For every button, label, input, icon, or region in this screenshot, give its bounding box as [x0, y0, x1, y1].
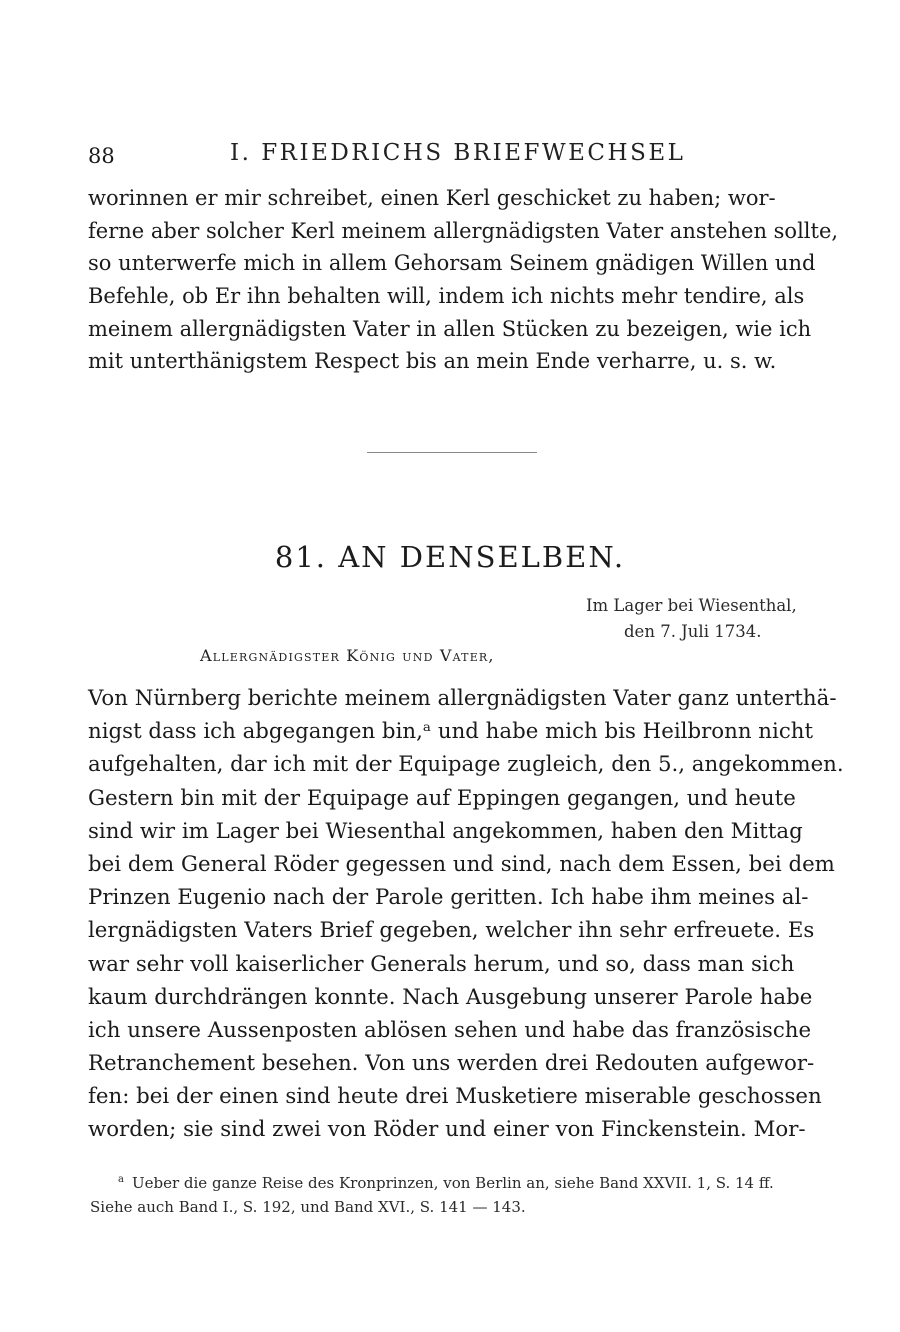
text-line: Befehle, ob Er ihn behalten will, indem ich nichts mehr tendire, als: [88, 284, 805, 309]
text-line: Prinzen Eugenio nach der Parole geritten. Ich habe ihm meines al-: [88, 885, 809, 911]
footnote-marker: a: [118, 1174, 124, 1185]
text-line: war sehr voll kaiserlicher Generals herum, und so, dass man sich: [88, 951, 795, 977]
footnote: [90, 1168, 830, 1219]
dateline-date: den 7. Juli 1734.: [624, 622, 762, 641]
text-line: Gestern bin mit der Equipage auf Eppingen gegangen, und heute: [88, 785, 796, 811]
text-line: worden; sie sind zwei von Röder und einer von Finckenstein. Mor-: [88, 1117, 806, 1143]
text-line: ich unsere Aussenposten ablösen sehen und habe das französische: [88, 1017, 812, 1043]
dateline-place: Im Lager bei Wiesenthal,: [586, 596, 797, 615]
text-line: Retranchement besehen. Von uns werden drei Redouten aufgewor-: [88, 1051, 815, 1077]
text-line: mit unterthänigstem Respect bis an mein Ende verharre, u. s. w.: [88, 349, 777, 374]
text-line: so unterwerfe mich in allem Gehorsam Seinem gnädigen Willen und: [88, 251, 816, 276]
text-line: lergnädigsten Vaters Brief gegeben, welcher ihn sehr erfreuete. Es: [88, 918, 815, 944]
footnote-line: Siehe auch Band I., S. 192, und Band XVI., S. 141 — 143.: [90, 1198, 526, 1216]
text-line: sind wir im Lager bei Wiesenthal angekommen, haben den Mittag: [88, 818, 803, 844]
text-line: bei dem General Röder gegessen und sind, nach dem Essen, bei dem: [88, 851, 835, 877]
page-number: 88: [88, 144, 115, 168]
text-line: nigst dass ich abgegangen bin,ᵃ und habe mich bis Heilbronn nicht: [88, 719, 814, 745]
salutation: Allergnädigster König und Vater,: [200, 646, 495, 665]
section-separator: [367, 452, 537, 453]
text-line: ferne aber solcher Kerl meinem allergnädigsten Vater anstehen sollte,: [88, 218, 839, 243]
text-line: kaum durchdrängen konnte. Nach Ausgebung unserer Parole habe: [88, 984, 813, 1010]
text-line: fen: bei der einen sind heute drei Musketiere miserable geschossen: [88, 1084, 822, 1110]
section-title: 81. AN DENSELBEN.: [274, 540, 626, 574]
footnote-line: [90, 1168, 830, 1195]
running-head: I. FRIEDRICHS BRIEFWECHSEL: [230, 140, 686, 166]
continuation-paragraph: [88, 182, 839, 378]
footnote-text: Ueber die ganze Reise des Kronprinzen, von Berlin an, siehe Band XXVII. 1, S. 14 ff.: [131, 1174, 774, 1192]
letter-body: [88, 682, 844, 1147]
text-line: meinem allergnädigsten Vater in allen Stücken zu bezeigen, wie ich: [88, 316, 812, 341]
text-line: Von Nürnberg berichte meinem allergnädigsten Vater ganz unterthä-: [88, 686, 837, 711]
text-line: worinnen er mir schreibet, einen Kerl geschicket zu haben; wor-: [88, 186, 776, 210]
text-line: aufgehalten, dar ich mit der Equipage zugleich, den 5., angekommen.: [88, 752, 844, 778]
